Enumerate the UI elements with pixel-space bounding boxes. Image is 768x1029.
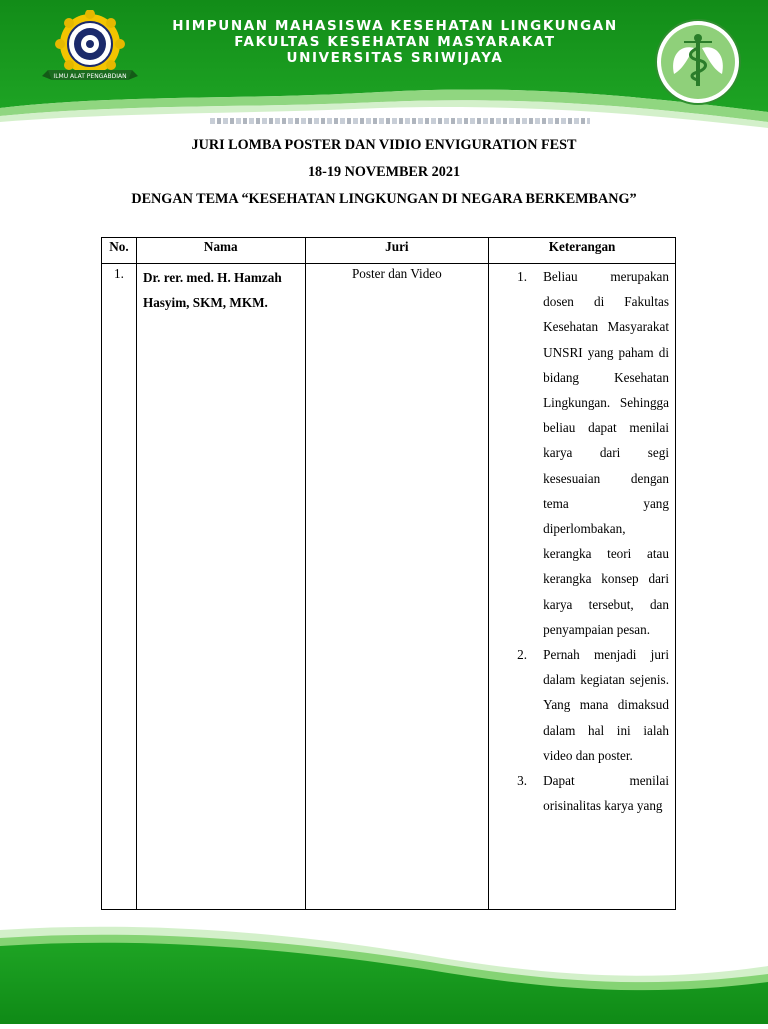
- jury-table: [101, 237, 676, 910]
- footer-green-wave: [0, 900, 768, 1024]
- list-item: [489, 264, 675, 642]
- org-line-2: FAKULTAS KESEHATAN MASYARAKAT: [234, 34, 556, 50]
- university-logo: [40, 10, 140, 82]
- org-line-3: UNIVERSITAS SRIWIJAYA: [286, 50, 504, 66]
- list-item-number: 1.: [517, 269, 528, 284]
- cell-nama: [136, 264, 305, 910]
- logo-motto: ILMU ALAT PENGABDIAN: [53, 73, 127, 80]
- table-header-row: [102, 238, 676, 264]
- row-number: 1.: [114, 266, 124, 281]
- org-line-1: HIMPUNAN MAHASISWA KESEHATAN LINGKUNGAN: [172, 18, 618, 34]
- list-item-number: 2.: [517, 647, 528, 663]
- hmkl-logo: [654, 18, 742, 106]
- cell-keterangan: [489, 264, 676, 910]
- document-title-block: [0, 134, 768, 210]
- header-keterangan: Keterangan: [489, 238, 676, 264]
- faded-bleed-through-text: [210, 118, 590, 124]
- list-item-text: Dapat menilai orisinalitas karya yang: [543, 773, 669, 814]
- header-no: No.: [102, 238, 137, 264]
- list-item: [489, 642, 675, 768]
- letterhead-header: [0, 0, 768, 130]
- jury-category: Poster dan Video: [351, 266, 442, 281]
- table-row: [102, 264, 676, 910]
- list-item-text: Pernah menjadi juri dalam kegiatan sejenis. Yang mana dimaksud dalam hal ini ialah video dan poster.: [543, 647, 669, 763]
- jury-name: Dr. rer. med. H. Hamzah Hasyim, SKM, MKM.: [142, 270, 282, 310]
- header-nama: Nama: [136, 238, 305, 264]
- keterangan-list: [489, 264, 675, 818]
- header-juri: Juri: [305, 238, 489, 264]
- cell-no: [102, 264, 137, 910]
- document-date: 18-19 NOVEMBER 2021: [307, 164, 461, 180]
- cell-juri: [305, 264, 489, 910]
- document-title: JURI LOMBA POSTER DAN VIDIO ENVIGURATION FEST: [191, 137, 577, 153]
- letterhead-footer: [0, 900, 768, 1024]
- list-item: [489, 768, 675, 818]
- list-item-text: Beliau merupakan dosen di Fakultas Kesehatan Masyarakat UNSRI yang paham di bidang Kesehatan Lingkungan. Sehingga beliau dapat menilai karya dari segi kesesuaian dengan tema yang diperlombakan, kerangka teori atau kerangka konsep dari karya tersebut, dan penyampaian pesan.: [543, 269, 669, 637]
- organization-name: [150, 18, 640, 66]
- document-theme: DENGAN TEMA “KESEHATAN LINGKUNGAN DI NEGARA BERKEMBANG”: [131, 191, 637, 207]
- list-item-number: 3.: [517, 773, 528, 789]
